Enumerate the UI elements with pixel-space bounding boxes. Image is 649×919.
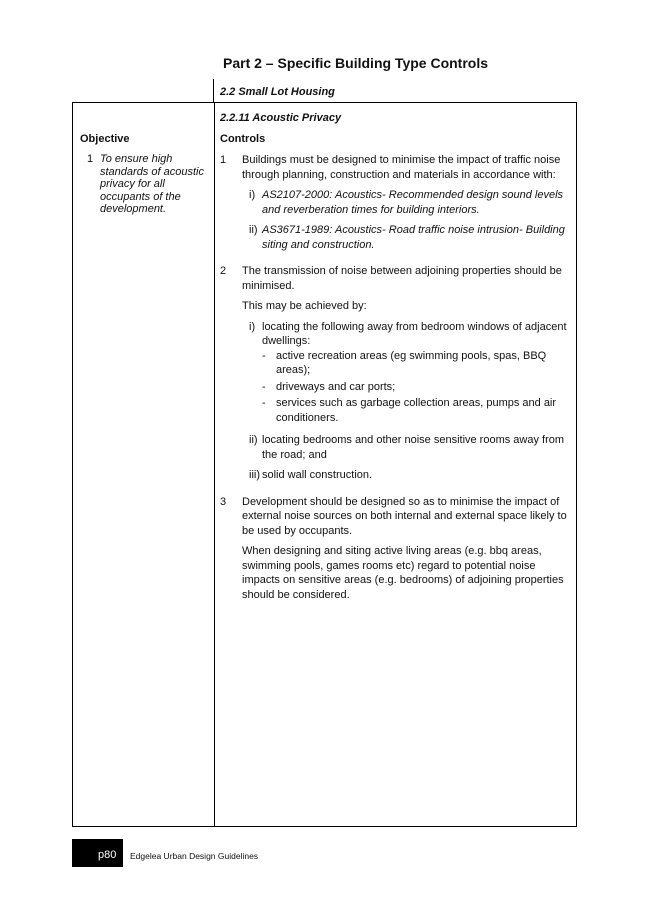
subitem-number: ii) xyxy=(249,224,258,236)
objective-heading: Objective xyxy=(80,133,130,145)
subsection-heading: 2.2.11 Acoustic Privacy xyxy=(220,112,342,124)
bullet-text: services such as garbage collection areas, pumps and air conditioners. xyxy=(276,397,557,424)
objective-text: To ensure high standards of acoustic privacy for all occupants of the development. xyxy=(100,153,204,215)
control-subitem xyxy=(242,433,568,462)
control-item xyxy=(220,153,568,258)
control-note: This may be achieved by: xyxy=(242,300,367,312)
subitem-number: ii) xyxy=(249,434,258,446)
control-subitem xyxy=(242,468,568,483)
document-title: Edgelea Urban Design Guidelines xyxy=(130,851,259,861)
dash-icon: - xyxy=(262,380,266,393)
subitem-text: solid wall construction. xyxy=(262,469,373,481)
control-text: The transmission of noise between adjoining properties should be minimised. xyxy=(242,265,562,292)
bullet-item xyxy=(262,380,568,395)
subitem-text: locating bedrooms and other noise sensitive rooms away from the road; and xyxy=(262,434,565,461)
bullet-item xyxy=(262,396,568,425)
subitem-number: i) xyxy=(249,189,256,201)
page-title: Part 2 – Specific Building Type Controls xyxy=(223,55,489,71)
subitem-text: AS2107-2000: Acoustics- Recommended design sound levels and reverberation times for building interiors. xyxy=(262,189,564,216)
control-subitem xyxy=(242,188,568,217)
subitem-text: AS3671-1989: Acoustics- Road traffic noise intrusion- Building siting and construction. xyxy=(262,224,565,251)
objective-number: 1 xyxy=(87,153,94,165)
dash-icon: - xyxy=(262,397,266,409)
control-subitem xyxy=(242,223,568,252)
bullet-text: active recreation areas (eg swimming pools, spas, BBQ areas); xyxy=(276,349,547,376)
dash-icon: - xyxy=(262,349,266,362)
bullet-text: driveways and car ports; xyxy=(276,380,396,393)
controls-heading: Controls xyxy=(220,133,266,145)
subitem-number: i) xyxy=(249,320,256,333)
control-number: 2 xyxy=(220,265,227,277)
objective-item xyxy=(87,153,205,216)
control-note: When designing and siting active living areas (e.g. bbq areas, swimming pools, games rooms etc) regard to potential noise impacts on sensitive areas (e.g. bedrooms) of adjoining properties should be considered. xyxy=(242,545,564,601)
control-subitem xyxy=(242,320,568,428)
column-divider xyxy=(214,103,215,826)
section-heading: 2.2 Small Lot Housing xyxy=(220,86,335,98)
subitem-number: iii) xyxy=(249,469,260,481)
control-item xyxy=(220,264,568,489)
column-divider-top xyxy=(213,79,214,103)
subitem-text: locating the following away from bedroom windows of adjacent dwellings: xyxy=(262,320,567,347)
controls-table xyxy=(72,102,577,827)
control-text: Buildings must be designed to minimise the impact of traffic noise through planning, construction and materials in accordance with: xyxy=(242,154,561,181)
page-number: p80 xyxy=(98,849,117,861)
control-number: 3 xyxy=(220,495,227,508)
control-text: Development should be designed so as to minimise the impact of external noise sources on both internal and external space likely to be used by occupants. xyxy=(242,495,567,537)
control-number: 1 xyxy=(220,154,227,166)
bullet-item xyxy=(262,349,568,378)
control-item xyxy=(220,495,568,609)
controls-list xyxy=(220,153,568,614)
